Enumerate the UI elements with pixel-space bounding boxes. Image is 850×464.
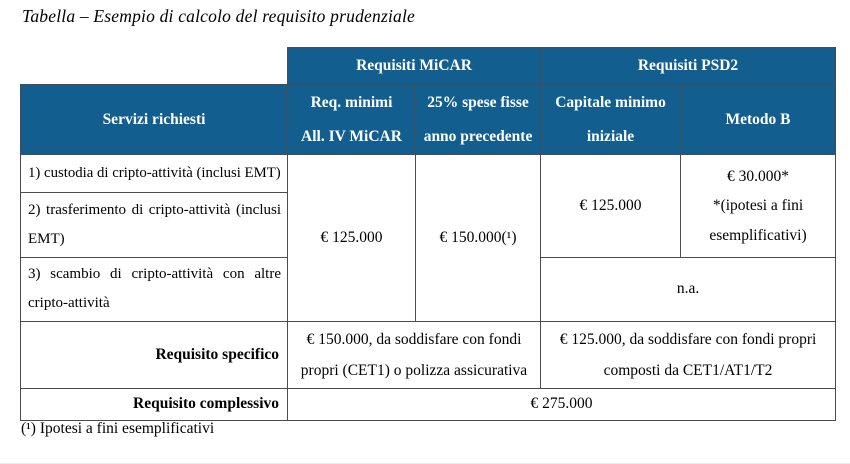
value-psd2-metodo-b-amount: € 30.000* [727, 167, 790, 185]
service-2-trasferimento: 2) trasferimento di cripto-attività (inclusi EMT) [21, 193, 288, 258]
requisito-complessivo-label: Requisito complessivo [21, 388, 288, 420]
group-header-micar: Requisiti MiCAR [288, 48, 541, 85]
value-micar-req-minimi: € 125.000 [288, 155, 416, 322]
column-header-req-minimi-line2: All. IV MiCAR [301, 127, 402, 145]
column-header-req-minimi [288, 85, 416, 155]
group-header-psd2: Requisiti PSD2 [541, 48, 836, 85]
requisito-specifico-micar: € 150.000, da soddisfare con fondi propri (CET1) o polizza assicurativa [288, 321, 541, 388]
requisito-complessivo-value: € 275.000 [288, 388, 836, 420]
service-3-scambio: 3) scambio di cripto-attività con altre cripto-attività [21, 258, 288, 322]
service-row-1 [21, 155, 836, 193]
prudential-requirements-table [20, 47, 836, 421]
empty-corner-cell [21, 48, 288, 85]
value-psd2-metodo-b-note: *(ipotesi a fini esemplificativi) [709, 197, 807, 244]
requisito-specifico-row [21, 321, 836, 388]
column-header-spese-fisse-line1: 25% spese fisse [427, 94, 529, 112]
requisito-specifico-psd2: € 125.000, da soddisfare con fondi propri composti da CET1/AT1/T2 [541, 321, 836, 388]
requisito-complessivo-row [21, 388, 836, 420]
column-header-row [21, 85, 836, 155]
requisito-specifico-label: Requisito specifico [21, 321, 288, 388]
column-header-capitale-minimo [541, 85, 681, 155]
column-header-capitale-minimo-line1: Capitale minimo [555, 94, 666, 112]
group-header-row [21, 48, 836, 85]
value-psd2-na: n.a. [541, 258, 836, 322]
column-header-servizi-richiesti: Servizi richiesti [21, 85, 288, 155]
value-psd2-capitale-minimo: € 125.000 [541, 155, 681, 258]
footnote: (¹) Ipotesi a fini esemplificativi [21, 420, 215, 437]
table-caption: Tabella – Esempio di calcolo del requisito prudenziale [22, 6, 416, 26]
column-header-spese-fisse [416, 85, 541, 155]
value-micar-spese-fisse: € 150.000(¹) [416, 155, 541, 322]
column-header-req-minimi-line1: Req. minimi [310, 94, 393, 112]
column-header-capitale-minimo-line2: iniziale [586, 127, 635, 145]
service-1-custodia: 1) custodia di cripto-attività (inclusi EMT) [21, 155, 288, 193]
value-psd2-metodo-b [681, 155, 836, 258]
column-header-metodo-b: Metodo B [681, 85, 836, 155]
column-header-spese-fisse-line2: anno precedente [423, 127, 533, 145]
